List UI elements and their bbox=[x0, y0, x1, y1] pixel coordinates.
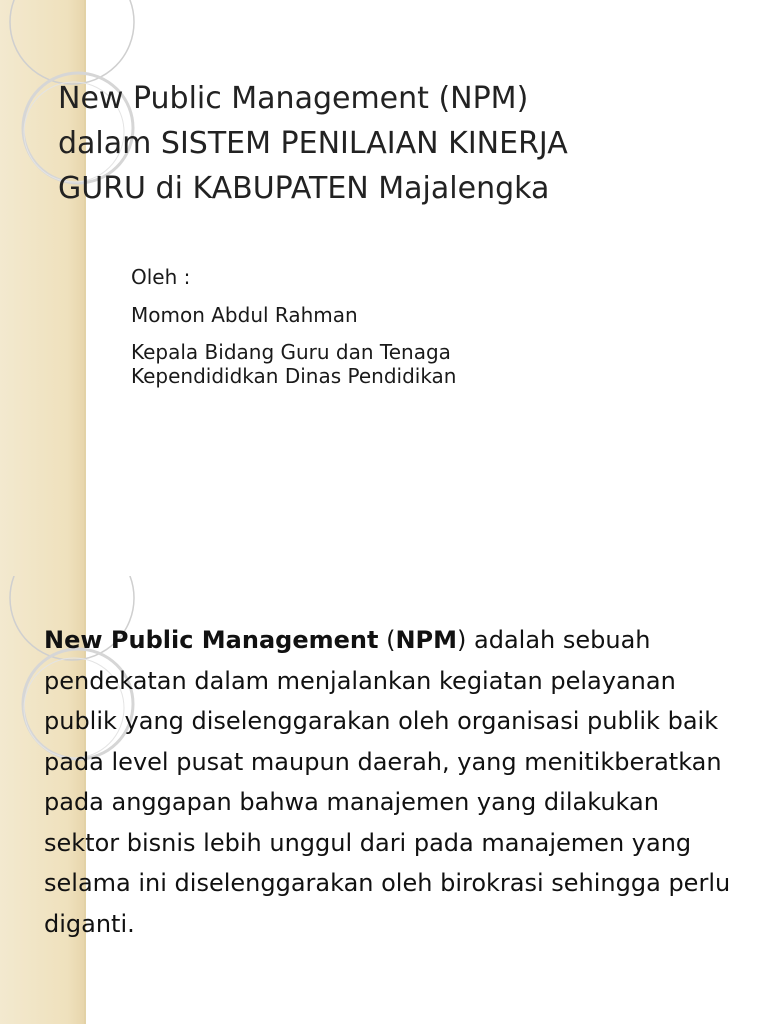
author-block bbox=[131, 264, 691, 400]
position-line-2: Kependididkan Dinas Pendidikan bbox=[131, 364, 457, 388]
title-line-3: GURU di KABUPATEN Majalengka bbox=[58, 171, 550, 206]
page-title bbox=[58, 76, 748, 211]
term-bold: New Public Management bbox=[44, 626, 379, 654]
position-line-1: Kepala Bidang Guru dan Tenaga bbox=[131, 340, 451, 364]
definition-text: ) adalah sebuah pendekatan dalam menjalankan kegiatan pelayanan publik yang diselenggarakan oleh organisasi publik baik pada level pusat maupun daerah, yang menitikberatkan pada anggapan bahwa manajemen yang dilakukan sektor bisnis lebih unggul dari pada manajemen yang selama ini diselenggarakan oleh birokrasi sehingga perlu diganti. bbox=[44, 626, 731, 938]
slide-definition bbox=[0, 576, 768, 1024]
title-line-2: dalam SISTEM PENILAIAN KINERJA bbox=[58, 126, 568, 161]
author-name: Momon Abdul Rahman bbox=[131, 303, 358, 327]
author-position bbox=[131, 340, 691, 388]
definition-paragraph bbox=[44, 620, 734, 944]
open-paren: ( bbox=[378, 626, 396, 654]
byline-label: Oleh : bbox=[131, 265, 191, 289]
title-line-1: New Public Management (NPM) bbox=[58, 81, 529, 116]
abbr-bold: NPM bbox=[395, 626, 458, 654]
